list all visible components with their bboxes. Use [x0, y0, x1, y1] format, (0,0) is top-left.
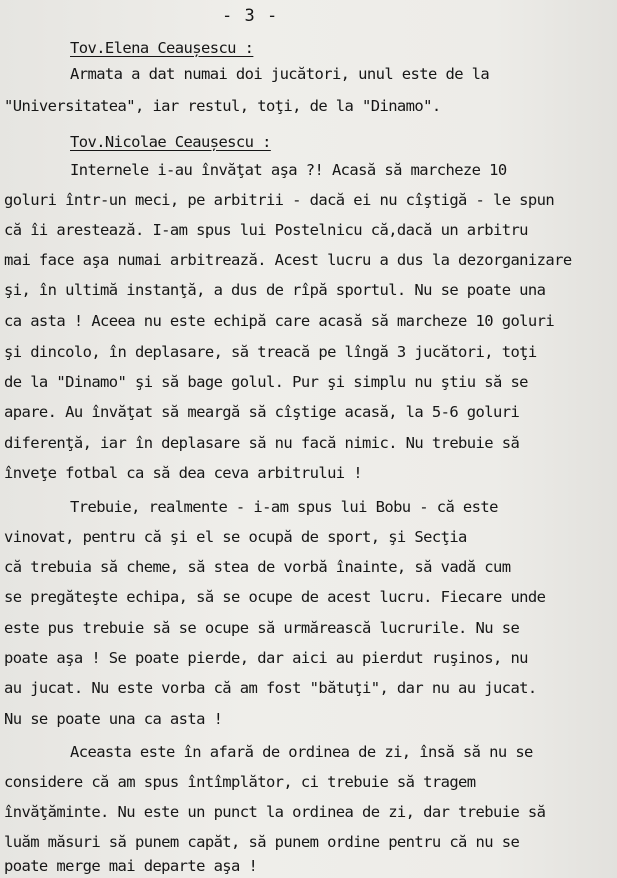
text-line: "Universitatea", iar restul, toţi, de la "Dinamo". [4, 97, 441, 115]
text-line: Armata a dat numai doi jucători, unul este de la [70, 65, 490, 83]
text-line: poate merge mai departe aşa ! [4, 857, 258, 875]
text-line: că trebuia să cheme, să stea de vorbă înainte, să vadă cum [4, 558, 511, 576]
page-number: - 3 - [222, 6, 279, 26]
text-line: apare. Au învăţat să meargă să cîştige acasă, la 5-6 goluri [4, 403, 520, 421]
text-line: diferenţă, iar în deplasare să nu facă nimic. Nu trebuie să [4, 434, 520, 452]
text-line: Aceasta este în afară de ordinea de zi, însă să nu se [70, 743, 533, 761]
text-line: se pregăteşte echipa, să se ocupe de acest lucru. Fiecare unde [4, 588, 546, 606]
text-line: luăm măsuri să punem capăt, să punem ordine pentru că nu se [4, 833, 520, 851]
text-line: că îi arestează. I-am spus lui Postelnicu că,dacă un arbitru [4, 221, 528, 239]
text-line: au jucat. Nu este vorba că am fost "bătuţi", dar nu au jucat. [4, 679, 537, 697]
text-line: de la "Dinamo" şi să bage golul. Pur şi simplu nu ştiu să se [4, 373, 528, 391]
text-line: poate aşa ! Se poate pierde, dar aici au pierdut ruşinos, nu [4, 649, 528, 667]
text-line: Trebuie, realmente - i-am spus lui Bobu - că este [70, 498, 498, 516]
speaker-elena: Tov.Elena Ceaușescu : [70, 39, 254, 57]
text-line: ca asta ! Aceea nu este echipă care acasă să marcheze 10 goluri [4, 312, 555, 330]
text-line: Internele i-au învăţat aşa ?! Acasă să marcheze 10 [70, 161, 507, 179]
text-line: şi, în ultimă instanţă, a dus de rîpă sportul. Nu se poate una [4, 281, 546, 299]
text-line: şi dincolo, în deplasare, să treacă pe lîngă 3 jucători, toţi [4, 343, 537, 361]
text-line: mai face aşa numai arbitrează. Acest lucru a dus la dezorganizare [4, 251, 572, 269]
text-line: vinovat, pentru că şi el se ocupă de sport, şi Secţia [4, 528, 467, 546]
text-line: Nu se poate una ca asta ! [4, 710, 223, 728]
text-line: este pus trebuie să se ocupe să urmărească lucrurile. Nu se [4, 619, 520, 637]
text-line: goluri într-un meci, pe arbitrii - dacă ei nu cîştigă - le spun [4, 191, 555, 209]
text-line: considere că am spus întîmplător, ci trebuie să tragem [4, 773, 476, 791]
speaker-nicolae: Tov.Nicolae Ceaușescu : [70, 133, 271, 151]
text-line: învăţăminte. Nu este un punct la ordinea de zi, dar trebuie să [4, 803, 546, 821]
text-line: înveţe fotbal ca să dea ceva arbitrului ! [4, 464, 363, 482]
